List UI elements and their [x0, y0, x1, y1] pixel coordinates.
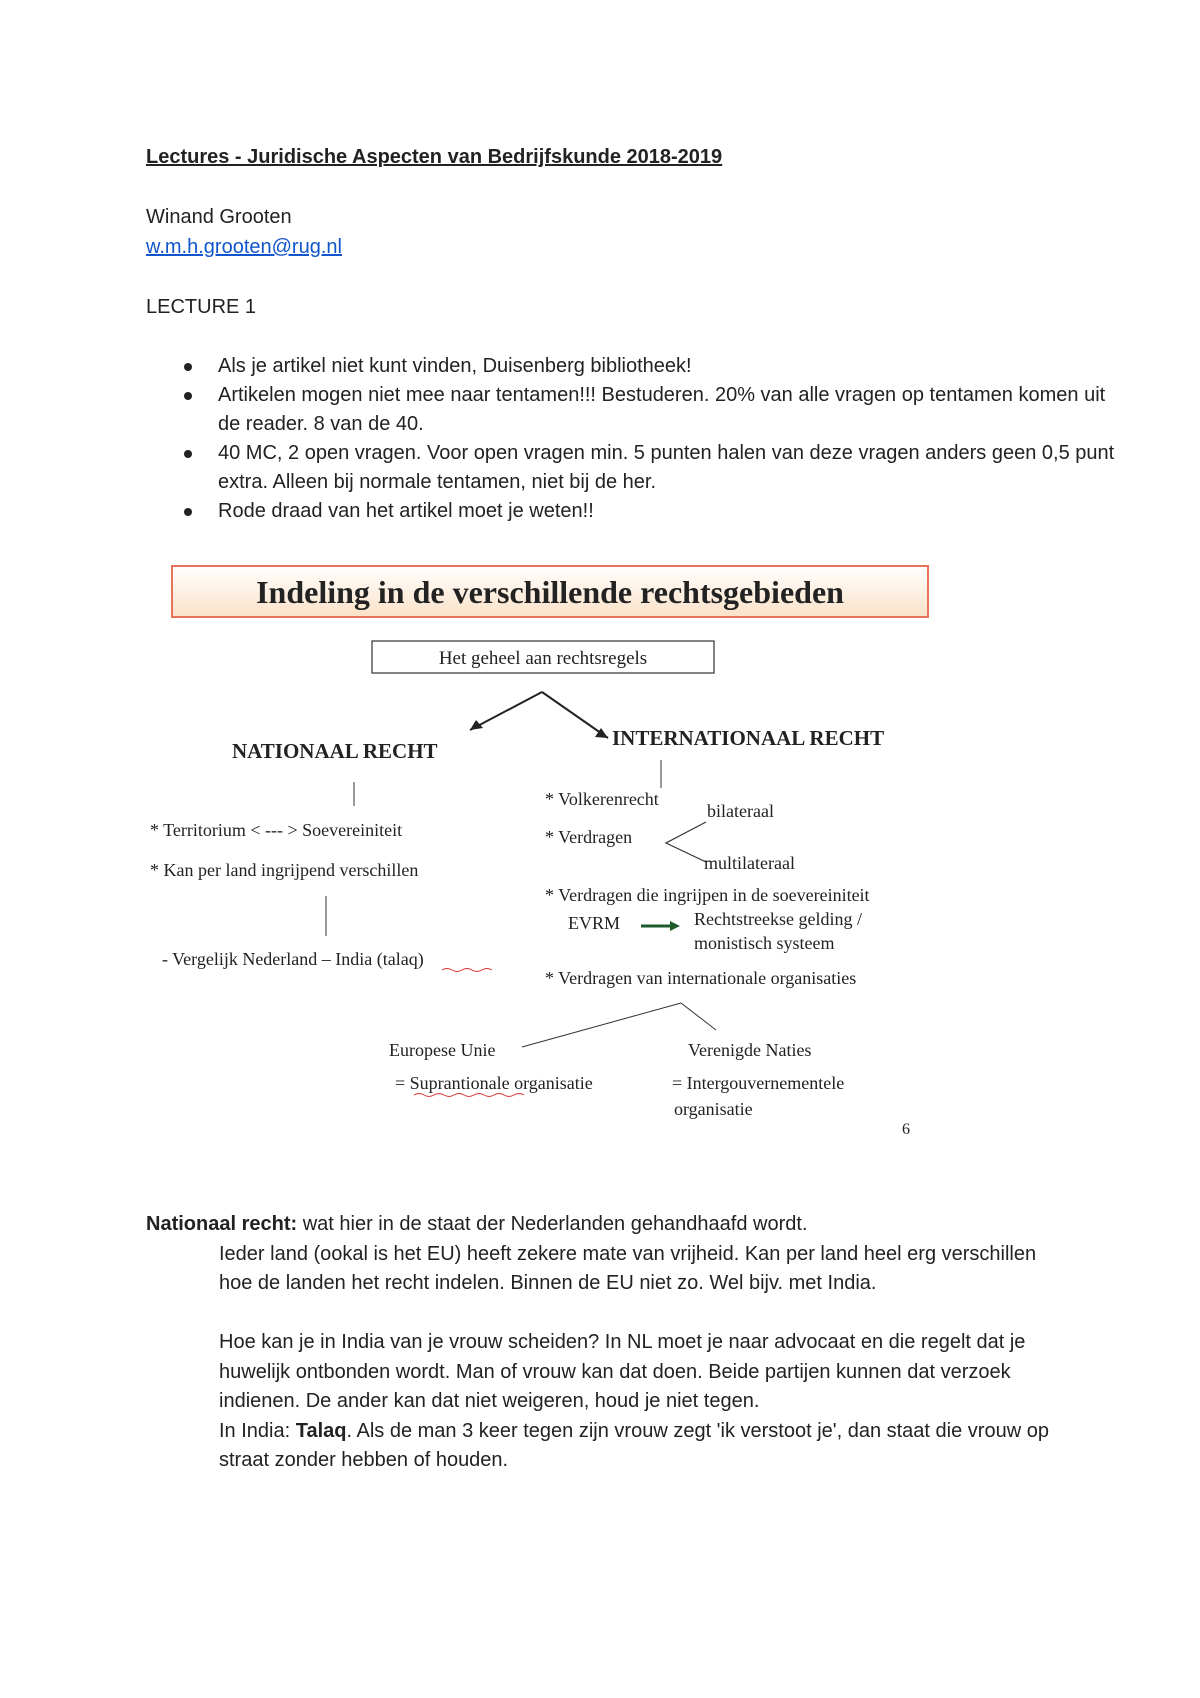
slide-page-number: 6: [902, 1121, 910, 1138]
slide-title: Indeling in de verschillende rechtsgebieden: [256, 574, 844, 610]
evrm-result-line1: Rechtstreekse gelding /: [694, 909, 862, 929]
eu-label: Europese Unie: [389, 1040, 496, 1060]
lecture-heading: LECTURE 1: [146, 296, 257, 318]
organisaties-item: * Verdragen van internationale organisaties: [545, 968, 857, 988]
un-label: Verenigde Naties: [688, 1040, 812, 1060]
author-email-link[interactable]: w.m.h.grooten@rug.nl: [146, 236, 342, 258]
bullet-item: Rode draad van het artikel moet je weten!!: [218, 497, 1118, 526]
branch-arrows: [470, 692, 608, 738]
slide-image: [146, 560, 946, 1150]
paragraph-vrijheid: Ieder land (ookal is het EU) heeft zekere mate van vrijheid. Kan per land heel erg verschillen hoe de landen het recht indelen. Binnen de EU niet zo. Wel bijv. met India.: [219, 1242, 1037, 1294]
bullet-item: Artikelen mogen niet mee naar tentamen!!! Bestuderen. 20% van alle vragen op tentamen komen uit de reader. 8 van de 40.: [218, 381, 1118, 439]
bullet-item: 40 MC, 2 open vragen. Voor open vragen min. 5 punten halen van deze vragen anders geen 0,5 punt extra. Alleen bij normale tentamen, niet bij de her.: [218, 439, 1118, 497]
paragraph-talaq: [146, 1417, 1066, 1476]
un-type-line2: organisatie: [674, 1099, 753, 1119]
talaq-term: Talaq: [295, 1419, 347, 1442]
eu-type: = Suprantionale organisatie: [395, 1073, 593, 1093]
document-title: Lectures - Juridische Aspecten van Bedrijfskunde 2018-2019: [146, 146, 723, 168]
nationaal-definition: [146, 1210, 1066, 1240]
verdragen-item: * Verdragen: [545, 827, 633, 847]
india-prefix: In India:: [219, 1419, 296, 1442]
nationaal-heading: NATIONAAL RECHT: [232, 739, 438, 763]
territorium-item: * Territorium < --- > Soevereiniteit: [150, 820, 403, 840]
organisation-split-lines: [522, 1003, 716, 1047]
spellcheck-underline: [414, 1094, 524, 1097]
evrm-arrowhead-icon: [670, 921, 680, 931]
bullet-item: Als je artikel niet kunt vinden, Duisenberg bibliotheek!: [218, 352, 1118, 381]
nationaal-def-text: wat hier in de staat der Nederlanden gehandhaafd wordt.: [297, 1213, 808, 1235]
ingrijpen-item: * Verdragen die ingrijpen in de soevereiniteit: [545, 885, 870, 905]
ingrijpend-item: * Kan per land ingrijpend verschillen: [150, 860, 419, 880]
evrm-label: EVRM: [568, 913, 621, 933]
verdragen-bracket: [666, 822, 706, 862]
volkerenrecht-item: * Volkerenrecht: [545, 789, 659, 809]
root-label: Het geheel aan rechtsregels: [438, 648, 648, 669]
india-rest: . Als de man 3 keer tegen zijn vrouw zegt 'ik verstoot je', dan staat die vrouw op straat zonder hebben of houden.: [219, 1419, 1049, 1471]
nationaal-term: Nationaal recht:: [146, 1213, 298, 1235]
evrm-result-line2: monistisch systeem: [694, 933, 835, 953]
vergelijk-item: - Vergelijk Nederland – India (talaq): [162, 949, 424, 969]
slide-diagram: [146, 560, 946, 1150]
internationaal-heading: INTERNATIONAAL RECHT: [612, 726, 885, 750]
paragraph-scheiden: Hoe kan je in India van je vrouw scheiden? In NL moet je naar advocaat en die regelt dat je huwelijk ontbonden wordt. Man of vrouw kan dat doen. Beide partijen kunnen dat verzoek indienen. De ander kan dat niet weigeren, houd je niet tegen.: [219, 1331, 1026, 1412]
un-type-line1: = Intergouvernementele: [672, 1073, 845, 1093]
body-section: [146, 1210, 1066, 1476]
bilateraal-label: bilateraal: [707, 801, 774, 821]
bullet-list: [146, 352, 1118, 526]
author-name: Winand Grooten: [146, 206, 292, 228]
multilateraal-label: multilateraal: [704, 853, 795, 873]
spellcheck-underline: [442, 969, 492, 972]
